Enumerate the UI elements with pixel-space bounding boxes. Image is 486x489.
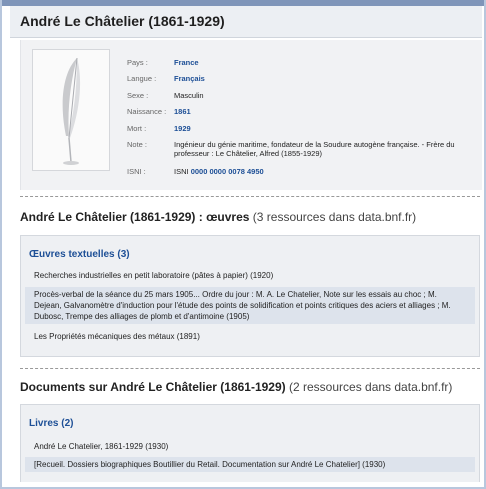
portrait-placeholder — [32, 49, 110, 171]
sexe-label: Sexe : — [127, 91, 149, 100]
section-divider — [20, 196, 480, 197]
list-item[interactable]: [Recueil. Dossiers biographiques Boutillier du Retail. Documentation sur André Le Chatelier] (1930) — [25, 457, 475, 472]
langue-link[interactable]: Français — [174, 74, 205, 83]
mort-link[interactable]: 1929 — [174, 124, 191, 133]
list-item[interactable]: Les Propriétés mécaniques des métaux (1891) — [34, 332, 200, 341]
langue-label: Langue : — [127, 74, 157, 83]
isni-link[interactable]: 0000 0000 0078 4950 — [190, 167, 264, 176]
page-content — [10, 6, 482, 482]
naissance-label: Naissance : — [127, 107, 167, 116]
docs-count: (2 ressources dans data.bnf.fr) — [289, 380, 453, 394]
note-value: Ingénieur du génie maritime, fondateur de la Soudure autogène française. - Frère du professeur : Le Châtelier, Alfred (1855-1929) — [174, 140, 455, 158]
docs-section-heading — [20, 380, 452, 394]
docs-heading-text: Documents sur André Le Châtelier (1861-1929) — [20, 380, 286, 394]
naissance-link[interactable]: 1861 — [174, 107, 191, 116]
quill-feather-icon — [33, 50, 111, 172]
page-title: André Le Châtelier (1861-1929) — [20, 13, 225, 29]
mort-label: Mort : — [127, 124, 147, 133]
pays-link[interactable]: France — [174, 58, 199, 67]
title-bar — [10, 6, 482, 38]
sexe-value: Masculin — [174, 91, 204, 100]
author-info-panel — [20, 40, 482, 190]
pays-label: Pays : — [127, 58, 148, 67]
works-heading-text: André Le Châtelier (1861-1929) : œuvres — [20, 210, 250, 224]
list-item[interactable]: Procès-verbal de la séance du 25 mars 1905... Ordre du jour : M. A. Le Chatelier, Note sur les essais au choc ; M. Dejean, Galvanomètre d'induction pour l'étude des points de solidification et points critiques des aciers et alliages ; M. Dubosc, Trempe des alliages de plomb et d'antimoine (1905) — [25, 287, 475, 324]
docs-card-title-link[interactable]: Livres (2) — [29, 418, 74, 429]
works-card-title-link[interactable]: Œuvres textuelles (3) — [29, 249, 130, 260]
list-item[interactable]: André Le Chatelier, 1861-1929 (1930) — [34, 442, 169, 451]
section-divider — [20, 368, 480, 369]
isni-prefix: ISNI — [174, 167, 189, 176]
works-card — [20, 235, 480, 357]
works-count: (3 ressources dans data.bnf.fr) — [252, 210, 417, 224]
note-label: Note : — [127, 140, 148, 149]
isni-value — [174, 167, 264, 176]
docs-card — [20, 404, 480, 482]
isni-label: ISNI : — [127, 167, 146, 176]
list-item[interactable]: Recherches industrielles en petit laboratoire (pâtes à papier) (1920) — [34, 271, 274, 280]
works-section-heading — [20, 210, 416, 224]
